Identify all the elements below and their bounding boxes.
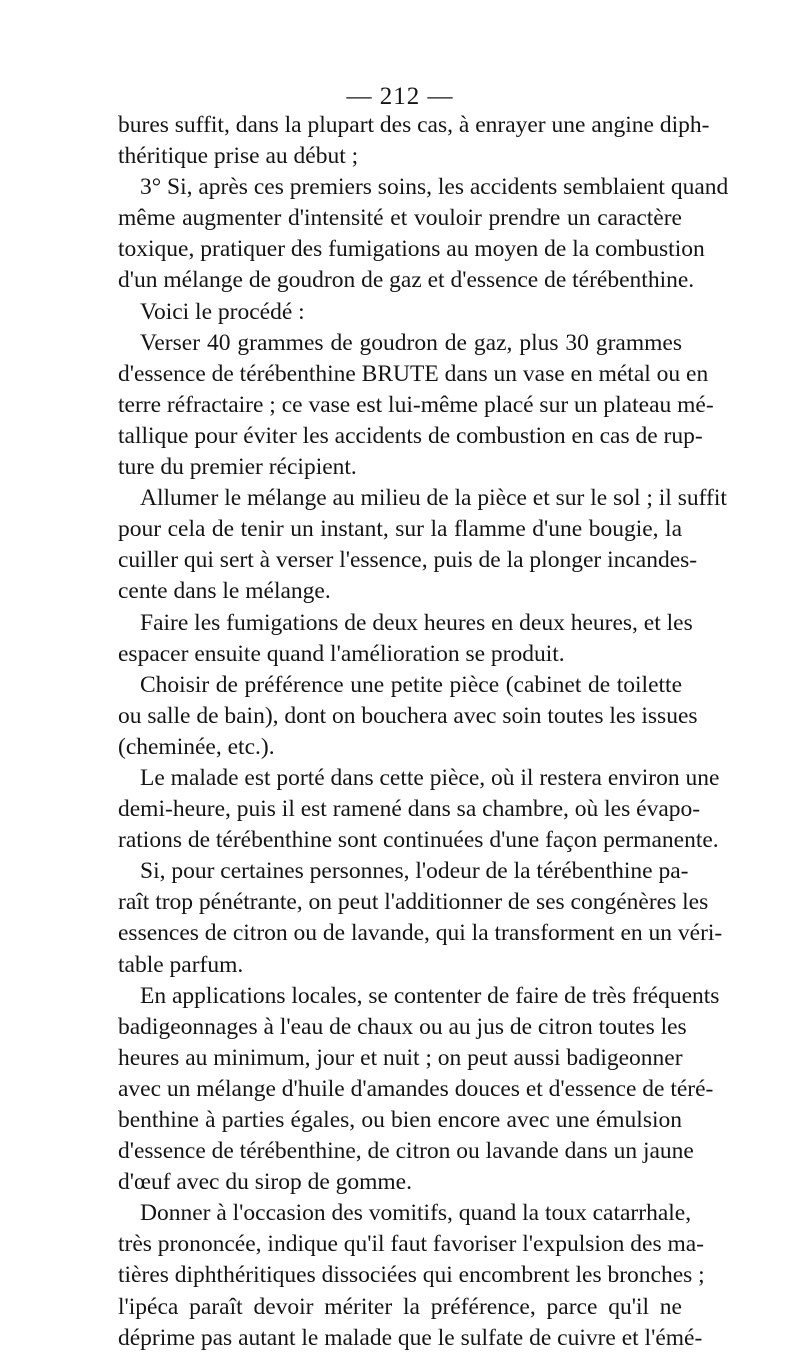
- text-line: cente dans le mélange.: [118, 578, 331, 605]
- text-line: terre réfractaire ; ce vase est lui-même placé sur un plateau mé-: [118, 391, 714, 418]
- text-line: très prononcée, indique qu'il faut favoriser l'expulsion des ma-: [118, 1231, 705, 1258]
- text-line: benthine à parties égales, ou bien encore avec une émulsion: [118, 1107, 682, 1133]
- text-line: Le malade est porté dans cette pièce, où il restera environ une: [140, 764, 720, 791]
- text-line: Donner à l'occasion des vomitifs, quand la toux catarrhale,: [140, 1200, 692, 1227]
- text-line: avec un mélange d'huile d'amandes douces et d'essence de téré-: [118, 1075, 714, 1102]
- text-line: Choisir de préférence une petite pièce (cabinet de toilette: [140, 671, 682, 698]
- text-line: cuiller qui sert à verser l'essence, puis de la plonger incandes-: [118, 547, 698, 574]
- page-number: — 212 —: [346, 83, 454, 110]
- text-line: pour cela de tenir un instant, sur la flamme d'une bougie, la: [118, 516, 682, 543]
- text-line: heures au minimum, jour et nuit ; on peut aussi badigeonner: [118, 1044, 683, 1071]
- text-line: tallique pour éviter les accidents de combustion en cas de rup-: [118, 422, 703, 449]
- text-line: Si, pour certaines personnes, l'odeur de la térébenthine pa-: [140, 858, 689, 885]
- text-line: d'essence de térébenthine, de citron ou lavande dans un jaune: [118, 1138, 694, 1165]
- text-line: Voici le procédé :: [140, 298, 305, 325]
- text-line: d'essence de térébenthine BRUTE dans un vase en métal ou en: [118, 360, 709, 387]
- text-line: rations de térébenthine sont continuées d'une façon permanente.: [118, 827, 719, 854]
- text-line: d'œuf avec du sirop de gomme.: [118, 1169, 412, 1196]
- body-text: [118, 110, 729, 1354]
- text-line: déprime pas autant le malade que le sulfate de cuivre et l'émé-: [118, 1324, 703, 1351]
- text-line: (cheminée, etc.).: [118, 733, 275, 760]
- text-line: bures suffit, dans la plupart des cas, à enrayer une angine diph-: [118, 112, 710, 138]
- text-line: essences de citron ou de lavande, qui la transforment en un véri-: [118, 920, 723, 947]
- text-line: ou salle de bain), dont on bouchera avec soin toutes les issues: [118, 702, 698, 729]
- text-line: Faire les fumigations de deux heures en deux heures, et les: [140, 609, 693, 636]
- text-line: ture du premier récipient.: [118, 454, 357, 481]
- text-line: 3° Si, après ces premiers soins, les accidents semblaient quand: [140, 174, 729, 201]
- text-line: espacer ensuite quand l'amélioration se produit.: [118, 640, 565, 667]
- text-line: En applications locales, se contenter de faire de très fréquents: [140, 982, 720, 1009]
- text-line: tières diphthéritiques dissociées qui encombrent les bronches ;: [118, 1262, 705, 1289]
- text-line: d'un mélange de goudron de gaz et d'essence de térébenthine.: [118, 267, 695, 294]
- text-line: l'ipéca paraît devoir mériter la préférence, parce qu'il ne: [118, 1293, 682, 1320]
- text-line: Verser 40 grammes de goudron de gaz, plus 30 grammes: [140, 329, 682, 356]
- text-line: raît trop pénétrante, on peut l'additionner de ses congénères les: [118, 889, 709, 916]
- text-line: badigeonnages à l'eau de chaux ou au jus de citron toutes les: [118, 1013, 687, 1040]
- text-line: demi-heure, puis il est ramené dans sa chambre, où les évapo-: [118, 796, 701, 823]
- text-line: toxique, pratiquer des fumigations au moyen de la combustion: [118, 236, 705, 263]
- text-line: même augmenter d'intensité et vouloir prendre un caractère: [118, 205, 682, 232]
- text-line: table parfum.: [118, 951, 244, 978]
- text-line: Allumer le mélange au milieu de la pièce et sur le sol ; il suffit: [140, 485, 727, 512]
- text-line: théritique prise au début ;: [118, 143, 359, 170]
